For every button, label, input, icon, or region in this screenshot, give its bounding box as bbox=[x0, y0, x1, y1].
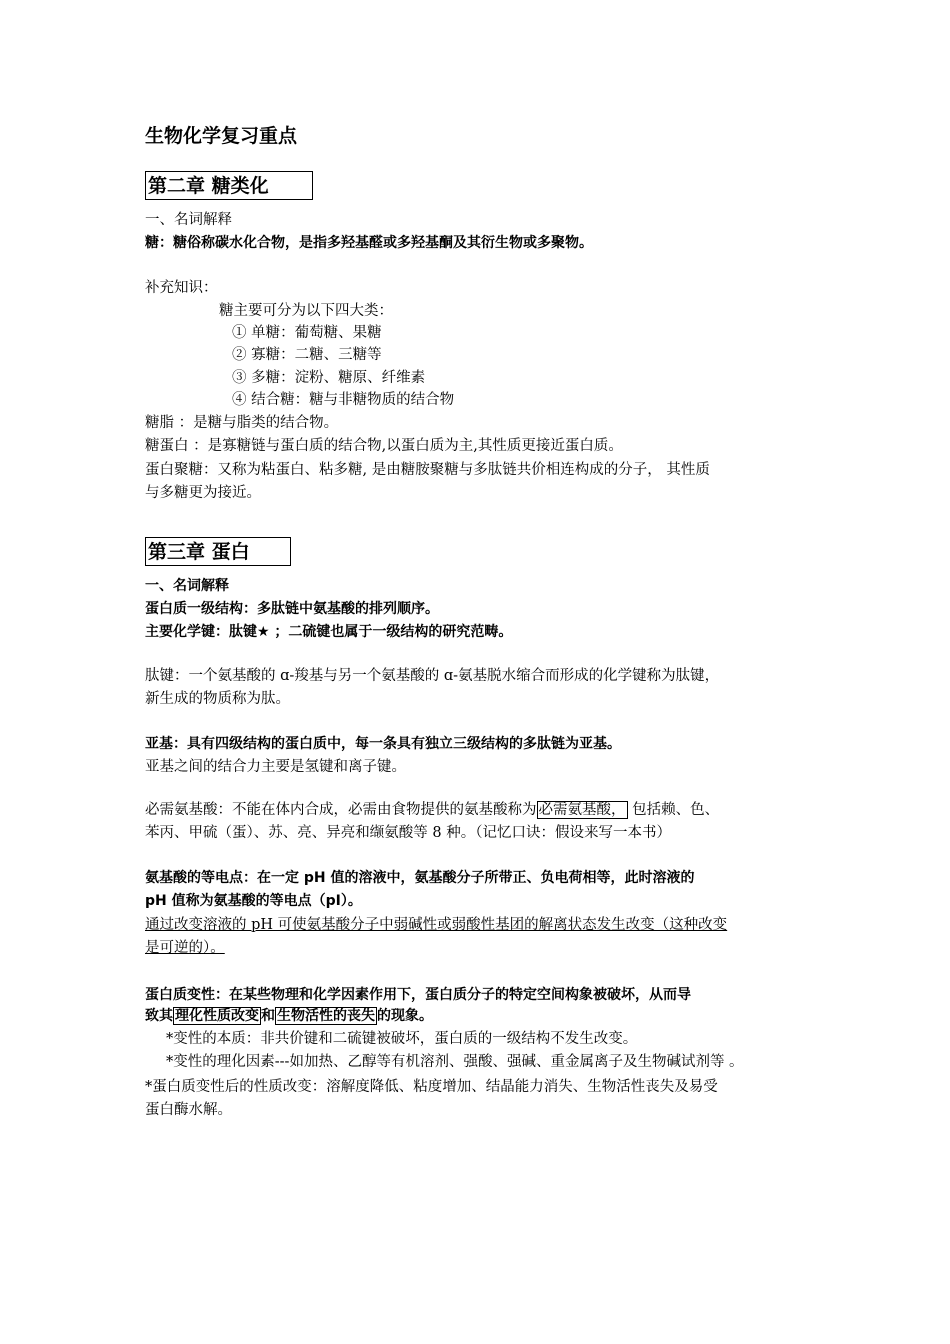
chapter2-heading: 第二章 糖类化 bbox=[145, 171, 313, 200]
isoelectric-note: 通过改变溶液的 pH 可使氨基酸分子中弱碱性或弱酸性基团的解离状态发生改变（这种改变 bbox=[145, 917, 728, 933]
ch2-section-label: 一、名词解释 bbox=[145, 212, 232, 228]
subunit-force: 亚基之间的结合力主要是氢键和离子键。 bbox=[145, 759, 406, 775]
essential-boxed-term: 必需氨基酸， bbox=[538, 802, 626, 818]
sugar-class-item: ④ 结合糖：糖与非糖物质的结合物 bbox=[232, 392, 455, 408]
sugar-class-item: ③ 多糖：淀粉、糖原、纤维素 bbox=[232, 370, 426, 386]
denaturation-def: 蛋白质变性：在某些物理和化学因素作用下，蛋白质分子的特定空间构象被破坏，从而导 bbox=[145, 987, 691, 1003]
denaturation-after-cont: 蛋白酶水解。 bbox=[145, 1102, 232, 1118]
denature-text-post: 的现象。 bbox=[377, 1008, 433, 1024]
primary-structure-def: 蛋白质一级结构：多肽链中氨基酸的排列顺序。 bbox=[145, 601, 439, 617]
proteoglycan-def-cont: 与多糖更为接近。 bbox=[145, 485, 261, 501]
denature-text-pre: 致其 bbox=[145, 1008, 173, 1024]
sugar-classes-intro: 糖主要可分为以下四大类： bbox=[219, 303, 393, 319]
document-title: 生物化学复习重点 bbox=[145, 125, 298, 147]
subunit-def: 亚基：具有四级结构的蛋白质中，每一条具有独立三级结构的多肽链为亚基。 bbox=[145, 736, 621, 752]
isoelectric-point-def: 氨基酸的等电点：在一定 pH 值的溶液中，氨基酸分子所带正、负电荷相等，此时溶液的 bbox=[145, 870, 695, 886]
supplement-label: 补充知识： bbox=[145, 280, 218, 296]
peptide-bond-def: 肽键：一个氨基酸的 ɑ-羧基与另一个氨基酸的 ɑ-氨基脱水缩合而形成的化学键称为肽键， bbox=[145, 668, 720, 684]
chapter3-heading: 第三章 蛋白 bbox=[145, 537, 291, 566]
denature-boxed-term: 生物活性的丧失 bbox=[277, 1008, 375, 1024]
denature-text-mid: 和 bbox=[261, 1008, 275, 1024]
isoelectric-point-def-cont: pH 值称为氨基酸的等电点（pI）。 bbox=[145, 893, 362, 909]
essential-text-pre: 必需氨基酸：不能在体内合成，必需由食物提供的氨基酸称为 bbox=[145, 802, 537, 818]
peptide-bond-def-cont: 新生成的物质称为肽。 bbox=[145, 691, 290, 707]
denaturation-def-cont bbox=[145, 1006, 433, 1026]
sugar-definition: 糖：糖俗称碳水化合物，是指多羟基醛或多羟基酮及其衍生物或多聚物。 bbox=[145, 235, 593, 251]
denaturation-factors: *变性的理化因素---如加热、乙醇等有机溶剂、强酸、强碱、重金属离子及生物碱试剂等 。 bbox=[166, 1054, 744, 1070]
isoelectric-note-cont: 是可逆的）。 bbox=[145, 940, 225, 956]
denaturation-after: *蛋白质变性后的性质改变：溶解度降低、粘度增加、结晶能力消失、生物活性丧失及易受 bbox=[145, 1079, 718, 1095]
glycolipid-def: 糖脂 ：是糖与脂类的结合物。 bbox=[145, 415, 339, 431]
sugar-class-item: ① 单糖：葡萄糖、果糖 bbox=[232, 325, 382, 341]
glycoprotein-def: 糖蛋白 ：是寡糖链与蛋白质的结合物,以蛋白质为主,其性质更接近蛋白质。 bbox=[145, 438, 623, 454]
essential-amino-acid-list: 苯丙、甲硫（蛋）、苏、亮、异亮和缬氨酸等 8 种。（记忆口诀：假设来写一本书） bbox=[145, 825, 671, 841]
denature-boxed-term: 理化性质改变 bbox=[175, 1008, 259, 1024]
essential-amino-acid-def bbox=[145, 800, 719, 820]
ch3-section-label: 一、名词解释 bbox=[145, 578, 229, 594]
main-bond-def: 主要化学键：肽键★ ；二硫键也属于一级结构的研究范畴。 bbox=[145, 624, 513, 640]
denaturation-essence: *变性的本质：非共价键和二硫键被破坏，蛋白质的一级结构不发生改变。 bbox=[166, 1031, 638, 1047]
proteoglycan-def: 蛋白聚糖：又称为粘蛋白、粘多糖, 是由糖胺聚糖与多肽链共价相连构成的分子， 其性质 bbox=[145, 462, 710, 478]
sugar-class-item: ② 寡糖：二糖、三糖等 bbox=[232, 347, 382, 363]
essential-text-post: 包括赖、色、 bbox=[627, 802, 720, 818]
